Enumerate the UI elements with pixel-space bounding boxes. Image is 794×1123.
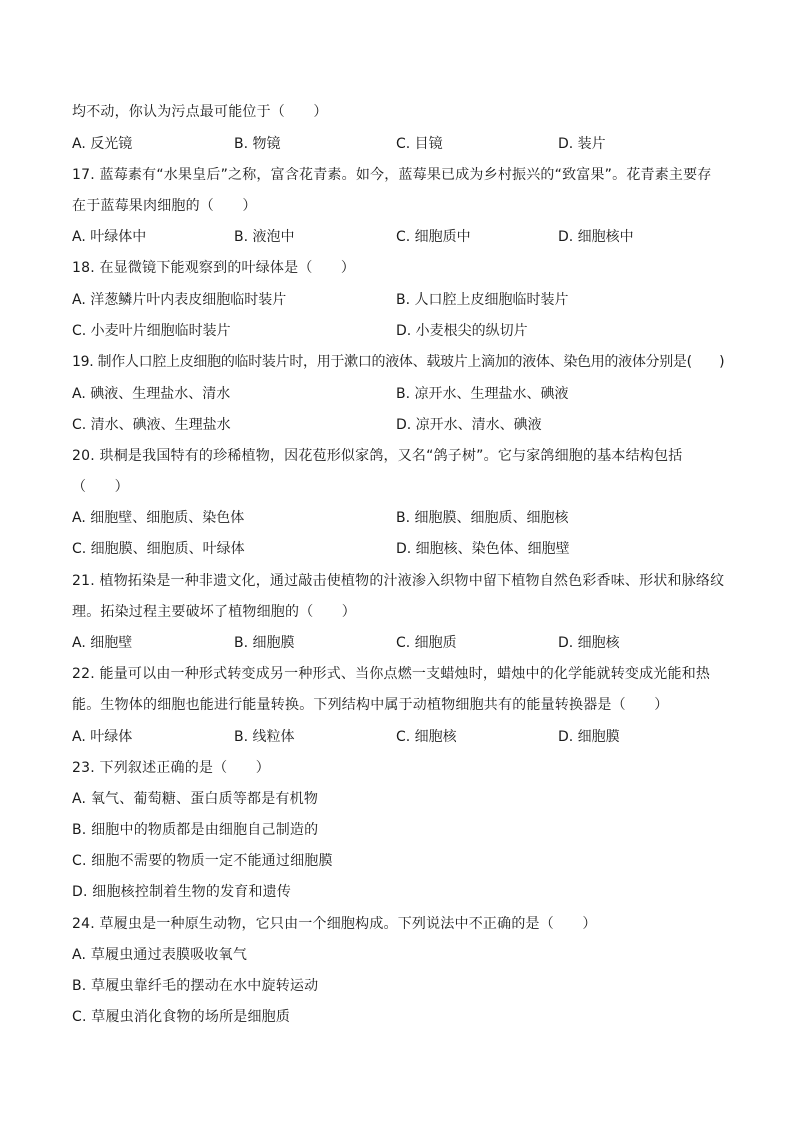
q21-option-c: C. 细胞质 — [396, 635, 457, 651]
q23-option-d: D. 细胞核控制着生物的发育和遗传 — [72, 884, 292, 900]
question-21-stem-continued: 理。拓染过程主要破坏了植物细胞的（ ） — [72, 604, 356, 620]
q16-option-b: B. 物镜 — [234, 136, 281, 152]
q18-option-b: B. 人口腔上皮细胞临时装片 — [396, 292, 569, 308]
q23-option-a: A. 氧气、葡萄糖、蛋白质等都是有机物 — [72, 791, 319, 807]
question-17-stem: 17. 蓝莓素有“水果皇后”之称，富含花青素。如今，蓝莓果已成为乡村振兴的“致富果”。花青素主要存 — [72, 167, 712, 183]
question-20-stem: 20. 珙桐是我国特有的珍稀植物，因花苞形似家鸽，又名“鸽子树”。它与家鸽细胞的基本结构包括 — [72, 448, 683, 464]
q19-option-d: D. 凉开水、清水、碘液 — [396, 417, 542, 433]
q24-option-b: B. 草履虫靠纤毛的摆动在水中旋转运动 — [72, 978, 319, 994]
q18-option-a: A. 洋葱鳞片叶内表皮细胞临时装片 — [72, 292, 287, 308]
q20-option-d: D. 细胞核、染色体、细胞壁 — [396, 541, 570, 557]
q22-option-b: B. 线粒体 — [234, 729, 295, 745]
q20-option-c: C. 细胞膜、细胞质、叶绿体 — [72, 541, 245, 557]
question-24-stem: 24. 草履虫是一种原生动物，它只由一个细胞构成。下列说法中不正确的是（ ） — [72, 916, 597, 932]
question-20-stem-continued: （ ） — [72, 479, 129, 495]
question-22-stem-continued: 能。生物体的细胞也能进行能量转换。下列结构中属于动植物细胞共有的能量转换器是（ ） — [72, 697, 669, 713]
q16-option-c: C. 目镜 — [396, 136, 443, 152]
q18-option-d: D. 小麦根尖的纵切片 — [396, 323, 528, 339]
q21-option-a: A. 细胞壁 — [72, 635, 133, 651]
q20-option-b: B. 细胞膜、细胞质、细胞核 — [396, 510, 569, 526]
q23-option-c: C. 细胞不需要的物质一定不能通过细胞膜 — [72, 853, 333, 869]
q17-option-d: D. 细胞核中 — [558, 229, 634, 245]
q21-option-b: B. 细胞膜 — [234, 635, 295, 651]
q24-option-a: A. 草履虫通过表膜吸收氧气 — [72, 947, 248, 963]
q19-option-a: A. 碘液、生理盐水、清水 — [72, 386, 231, 402]
question-17-stem-continued: 在于蓝莓果肉细胞的（ ） — [72, 198, 257, 214]
q17-option-b: B. 液泡中 — [234, 229, 295, 245]
question-22-stem: 22. 能量可以由一种形式转变成另一种形式、当你点燃一支蜡烛时，蜡烛中的化学能就转变成光能和热 — [72, 666, 711, 682]
q16-option-a: A. 反光镜 — [72, 136, 133, 152]
q19-option-c: C. 清水、碘液、生理盐水 — [72, 417, 231, 433]
question-19-stem: 19. 制作人口腔上皮细胞的临时装片时，用于漱口的液体、载玻片上滴加的液体、染色用的液体分别是( ) — [72, 354, 725, 370]
question-18-stem: 18. 在显微镜下能观察到的叶绿体是（ ） — [72, 260, 356, 276]
question-21-stem: 21. 植物拓染是一种非遗文化，通过敲击使植物的汁液渗入织物中留下植物自然色彩香味、形状和脉络纹 — [72, 573, 725, 589]
question-23-stem: 23. 下列叙述正确的是（ ） — [72, 760, 270, 776]
q22-option-a: A. 叶绿体 — [72, 729, 133, 745]
q20-option-a: A. 细胞壁、细胞质、染色体 — [72, 510, 245, 526]
q17-option-a: A. 叶绿体中 — [72, 229, 147, 245]
q16-option-d: D. 装片 — [558, 136, 606, 152]
q19-option-b: B. 凉开水、生理盐水、碘液 — [396, 386, 569, 402]
q17-option-c: C. 细胞质中 — [396, 229, 471, 245]
q22-option-c: C. 细胞核 — [396, 729, 457, 745]
q18-option-c: C. 小麦叶片细胞临时装片 — [72, 323, 231, 339]
q22-option-d: D. 细胞膜 — [558, 729, 620, 745]
q23-option-b: B. 细胞中的物质都是由细胞自己制造的 — [72, 822, 319, 838]
q21-option-d: D. 细胞核 — [558, 635, 620, 651]
q24-option-c: C. 草履虫消化食物的场所是细胞质 — [72, 1009, 291, 1025]
question-16-stem-continued: 均不动，你认为污点最可能位于（ ） — [72, 104, 328, 120]
